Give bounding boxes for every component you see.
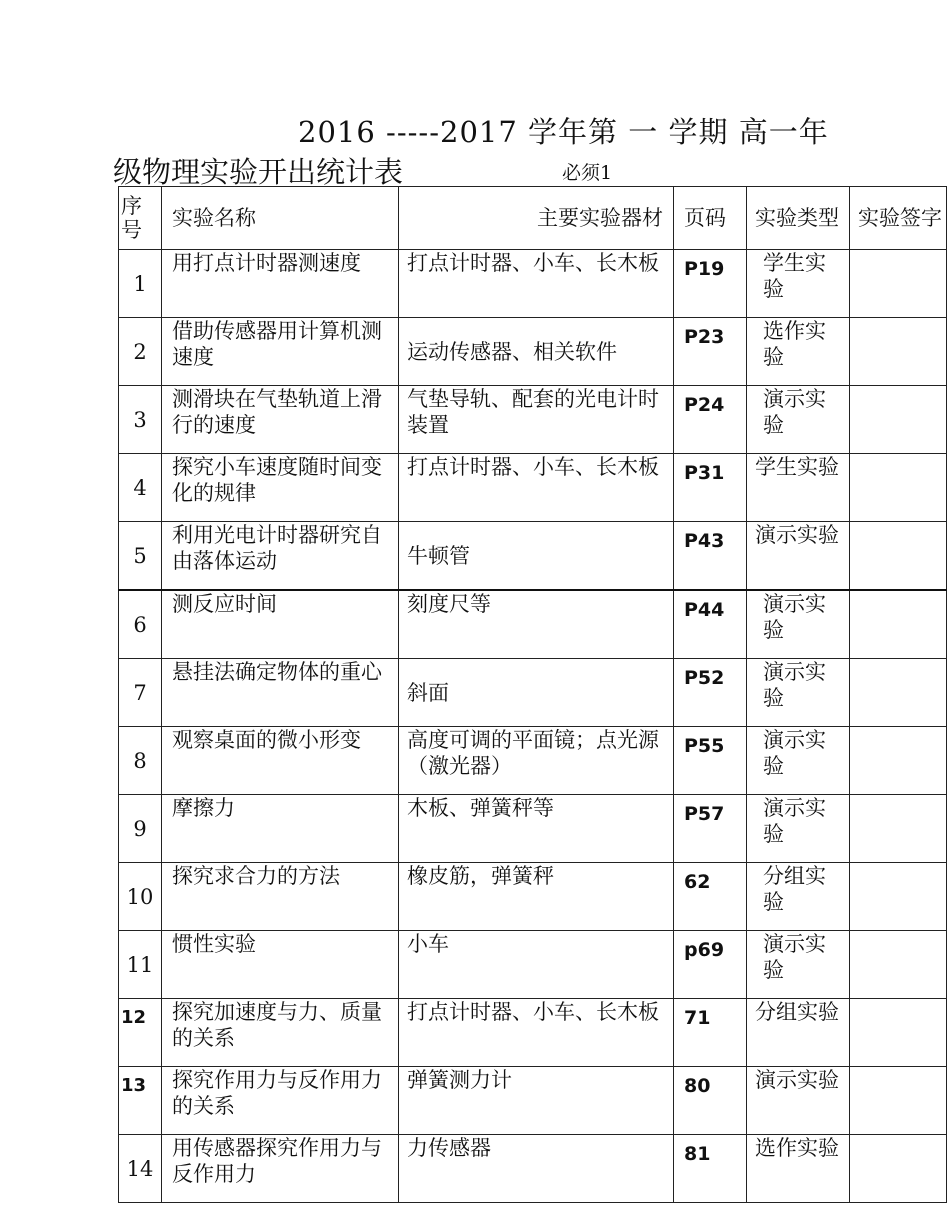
- table-row: [119, 590, 947, 659]
- page-number: P44: [674, 590, 747, 659]
- row-index: 10: [119, 863, 162, 931]
- row-index: 9: [119, 795, 162, 863]
- page-number: P43: [674, 522, 747, 591]
- experiment-type: 学生实验: [747, 250, 850, 318]
- signature-cell: [850, 318, 947, 386]
- row-index: 4: [119, 454, 162, 522]
- signature-cell: [850, 522, 947, 591]
- header-page: 页码: [674, 187, 747, 250]
- experiment-type: 分组实验: [747, 999, 850, 1067]
- signature-cell: [850, 1067, 947, 1135]
- row-index: 1: [119, 250, 162, 318]
- row-index: 11: [119, 931, 162, 999]
- header-index: 序号: [119, 187, 162, 250]
- signature-cell: [850, 863, 947, 931]
- page-number: p69: [674, 931, 747, 999]
- header-name: 实验名称: [162, 187, 399, 250]
- signature-cell: [850, 590, 947, 659]
- page-number: 62: [674, 863, 747, 931]
- equipment: 打点计时器、小车、长木板: [399, 454, 674, 522]
- table-row: [119, 250, 947, 318]
- equipment: 打点计时器、小车、长木板: [399, 999, 674, 1067]
- experiment-name: 观察桌面的微小形变: [162, 727, 399, 795]
- page-number: P57: [674, 795, 747, 863]
- row-index: 6: [119, 590, 162, 659]
- experiment-type: 学生实验: [747, 454, 850, 522]
- equipment: 斜面: [399, 659, 674, 727]
- experiment-name: 探究作用力与反作用力的关系: [162, 1067, 399, 1135]
- table-row: [119, 999, 947, 1067]
- equipment: 高度可调的平面镜；点光源（激光器）: [399, 727, 674, 795]
- equipment: 牛顿管: [399, 522, 674, 591]
- experiment-type: 演示实验: [747, 590, 850, 659]
- row-index: 13: [119, 1067, 162, 1135]
- row-index: 5: [119, 522, 162, 591]
- signature-cell: [850, 659, 947, 727]
- equipment: 木板、弹簧秤等: [399, 795, 674, 863]
- experiment-rows: [119, 250, 947, 1203]
- row-index: 2: [119, 318, 162, 386]
- signature-cell: [850, 931, 947, 999]
- table-row: [119, 863, 947, 931]
- table-row: [119, 1067, 947, 1135]
- experiment-name: 利用光电计时器研究自由落体运动: [162, 522, 399, 591]
- experiment-name: 探究小车速度随时间变化的规律: [162, 454, 399, 522]
- experiment-type: 演示实验: [747, 795, 850, 863]
- experiment-type: 演示实验: [747, 522, 850, 591]
- experiment-name: 探究加速度与力、质量的关系: [162, 999, 399, 1067]
- experiment-type: 演示实验: [747, 386, 850, 454]
- signature-cell: [850, 386, 947, 454]
- experiment-name: 用传感器探究作用力与反作用力: [162, 1135, 399, 1203]
- header-equipment: 主要实验器材: [399, 187, 674, 250]
- experiment-name: 用打点计时器测速度: [162, 250, 399, 318]
- table-row: [119, 1135, 947, 1203]
- row-index: 7: [119, 659, 162, 727]
- experiment-type: 选作实验: [747, 1135, 850, 1203]
- signature-cell: [850, 1135, 947, 1203]
- experiment-type: 演示实验: [747, 1067, 850, 1135]
- equipment: 弹簧测力计: [399, 1067, 674, 1135]
- experiment-type: 演示实验: [747, 727, 850, 795]
- experiment-table: [118, 186, 947, 1203]
- table-row: [119, 931, 947, 999]
- equipment: 刻度尺等: [399, 590, 674, 659]
- signature-cell: [850, 999, 947, 1067]
- experiment-name: 借助传感器用计算机测速度: [162, 318, 399, 386]
- equipment: 小车: [399, 931, 674, 999]
- signature-cell: [850, 727, 947, 795]
- equipment: 力传感器: [399, 1135, 674, 1203]
- table-row: [119, 454, 947, 522]
- table-row: [119, 727, 947, 795]
- header-type: 实验类型: [747, 187, 850, 250]
- experiment-name: 惯性实验: [162, 931, 399, 999]
- signature-cell: [850, 250, 947, 318]
- experiment-type: 演示实验: [747, 659, 850, 727]
- table-row: [119, 795, 947, 863]
- document-title-line1: 2016 -----2017 学年第 一 学期 高一年: [298, 115, 829, 149]
- experiment-name: 摩擦力: [162, 795, 399, 863]
- experiment-name: 测滑块在气垫轨道上滑行的速度: [162, 386, 399, 454]
- row-index: 12: [119, 999, 162, 1067]
- equipment: 橡皮筋，弹簧秤: [399, 863, 674, 931]
- page-number: P24: [674, 386, 747, 454]
- row-index: 3: [119, 386, 162, 454]
- experiment-type: 演示实验: [747, 931, 850, 999]
- table-bottom-edge: [118, 1110, 119, 1120]
- table-row: [119, 318, 947, 386]
- experiment-name: 探究求合力的方法: [162, 863, 399, 931]
- experiment-type: 选作实验: [747, 318, 850, 386]
- row-index: 8: [119, 727, 162, 795]
- equipment: 气垫导轨、配套的光电计时装置: [399, 386, 674, 454]
- equipment: 运动传感器、相关软件: [399, 318, 674, 386]
- table-row: [119, 659, 947, 727]
- table-row: [119, 386, 947, 454]
- table-row: [119, 522, 947, 591]
- page-number: P19: [674, 250, 747, 318]
- signature-cell: [850, 795, 947, 863]
- equipment: 打点计时器、小车、长木板: [399, 250, 674, 318]
- page-number: 81: [674, 1135, 747, 1203]
- page-number: 80: [674, 1067, 747, 1135]
- header-signature: 实验签字: [850, 187, 947, 250]
- page-number: P31: [674, 454, 747, 522]
- experiment-name: 悬挂法确定物体的重心: [162, 659, 399, 727]
- page-number: P55: [674, 727, 747, 795]
- page-number: 71: [674, 999, 747, 1067]
- experiment-type: 分组实验: [747, 863, 850, 931]
- experiment-name: 测反应时间: [162, 590, 399, 659]
- experiment-table-wrapper: [118, 186, 942, 1186]
- page-number: P23: [674, 318, 747, 386]
- signature-cell: [850, 454, 947, 522]
- page-number: P52: [674, 659, 747, 727]
- table-header-row: [119, 187, 947, 250]
- row-index: 14: [119, 1135, 162, 1203]
- course-tag: 必须1: [562, 162, 613, 184]
- document-title-line2: 级物理实验开出统计表: [113, 155, 404, 189]
